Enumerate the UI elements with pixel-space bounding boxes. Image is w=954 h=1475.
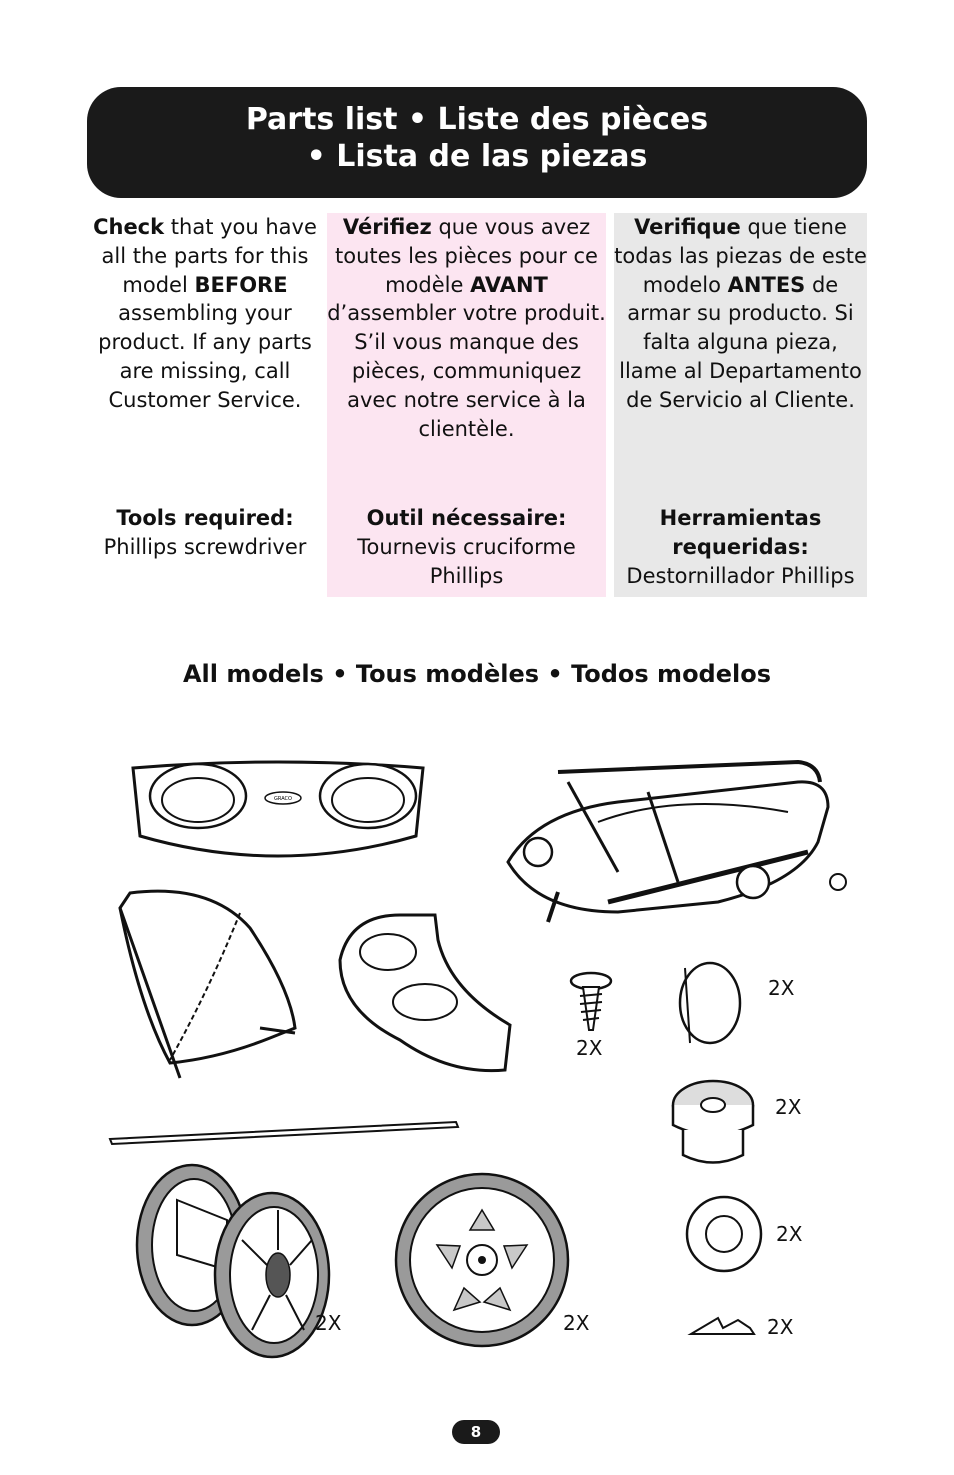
check-text-2: de armar su producto. Si falta alguna pieza, llame al Departamento de Servicio al Cliente. [619, 272, 862, 412]
check-text: que tiene todas las piezas de este modelo [614, 215, 867, 297]
canopy-rod-illustration [106, 1117, 462, 1147]
before-bold: BEFORE [194, 272, 288, 297]
spanish-instructions [614, 213, 867, 504]
tools-value: Destornillador Phillips [626, 563, 855, 588]
check-bold: Vérifiez [342, 215, 432, 239]
stroller-frame-illustration [498, 752, 858, 932]
check-text-2: d’assembler votre produit. S’il vous manque des pièces, communiquez avec notre service à la clientèle. [327, 301, 606, 441]
wheel-cap-quantity: 2X [768, 976, 795, 1000]
screw-illustration [566, 972, 616, 1034]
page-number: 8 [452, 1420, 500, 1444]
before-bold: AVANT [470, 272, 548, 297]
washer-illustration [684, 1194, 764, 1274]
french-instructions [327, 213, 606, 504]
check-text-2: assembling your product. If any parts are missing, call Customer Service. [98, 301, 312, 412]
washer-quantity: 2X [776, 1222, 803, 1246]
wheel-cap-illustration [670, 958, 745, 1048]
front-wheel-quantity: 2X [563, 1311, 590, 1335]
rear-wheels-illustration [132, 1160, 330, 1360]
parent-tray-illustration [128, 758, 428, 873]
before-bold: ANTES [727, 272, 806, 297]
check-bold: Check [93, 215, 165, 239]
check-text: que vous avez toutes les pièces pour ce modèle [335, 215, 598, 297]
all-models-subheading: All models • Tous modèles • Todos modelos [182, 660, 772, 688]
graco-logo: GRACO [274, 796, 292, 802]
english-column [87, 213, 323, 597]
front-wheel-illustration [392, 1170, 572, 1350]
hub-quantity: 2X [775, 1095, 802, 1119]
clip-quantity: 2X [767, 1315, 794, 1339]
tools-value: Phillips screwdriver [103, 534, 307, 559]
english-instructions [87, 213, 323, 504]
check-bold: Verifique [634, 215, 741, 239]
spanish-column [614, 213, 867, 597]
screw-quantity: 2X [576, 1036, 603, 1060]
tools-label: Outil nécessaire: [366, 506, 567, 530]
check-text: that you have all the parts for this model [101, 215, 317, 297]
clip-illustration [688, 1314, 758, 1340]
canopy-illustration [110, 888, 305, 1088]
child-tray-illustration [330, 910, 515, 1080]
tools-value: Tournevis cruciforme Phillips [357, 534, 576, 588]
banner-title-line1: Parts list • Liste des pièces [245, 102, 709, 137]
french-column [327, 213, 606, 597]
parts-list-banner [87, 87, 867, 198]
tools-label: Herramientas requeridas: [659, 506, 822, 559]
banner-title-line2: • Lista de las piezas [306, 139, 648, 174]
rear-wheel-quantity: 2X [315, 1311, 342, 1335]
hub-illustration [668, 1075, 758, 1170]
tools-label: Tools required: [116, 506, 294, 530]
